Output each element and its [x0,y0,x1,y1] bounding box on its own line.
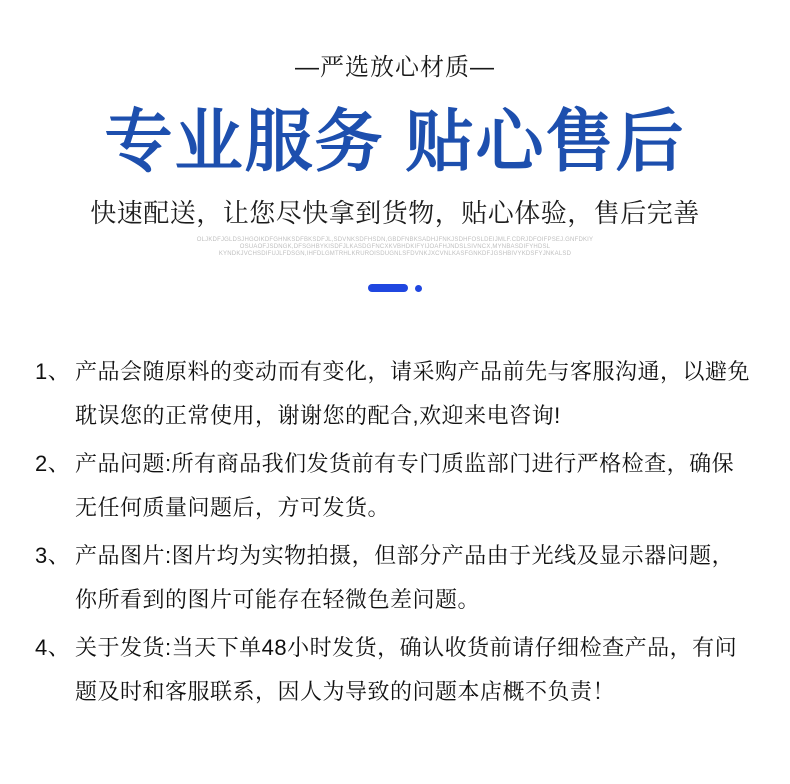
fineprint-line-1: OLJKDFJGLDSJHGOIKDFGHNKSDFBKSDFJL,SDVNKSDFHSDN,GBDFNBKSADHJFNKJSDHFOSLDEIJMLF.CDRJDFOIFPSEJ.GNFDKIY [196,237,594,243]
notice-item-2 [35,442,756,530]
title-divider [0,284,790,292]
subtitle: 快速配送，让您尽快拿到货物，贴心体验，售后完善 [90,198,700,228]
divider-dot-icon [415,285,422,292]
notice-number: 2、 [35,451,71,476]
notice-item-1 [35,350,756,438]
notice-number: 3、 [35,543,71,568]
notice-item-3 [35,534,756,622]
fineprint-line-2: OSUAOFJSDNGK,DFSGHBYKISDFJLKASDGFNCXKVBHDKIFYIJOAFHJNDSLSIVNCX,MYNBASDIFYHDSL [239,244,551,250]
notice-list [0,350,790,714]
material-quality-header: —严选放心材质— [295,54,495,81]
notice-text: 关于发货:当天下单48小时发货，确认收货前请仔细检查产品，有问题及时和客服联系，因人为导致的问题本店概不负责！ [75,635,738,704]
divider-dash-icon [368,284,408,292]
notice-number: 4、 [35,635,71,660]
notice-text: 产品会随原料的变动而有变化，请采购产品前先与客服沟通，以避免耽误您的正常使用，谢谢您的配合,欢迎来电咨询! [75,359,751,428]
page-title: 专业服务 贴心售后 [104,104,686,180]
notice-number: 1、 [35,359,71,384]
notice-text: 产品问题:所有商品我们发货前有专门质监部门进行严格检查，确保无任何质量问题后，方可发货。 [75,451,735,520]
fineprint-line-3: KYNDKJVCHSDIFUJLFDSGN,IHFDLGMTRHLKRUROISDUGNLSFDVNKJXCVNLKASFGNKDFJGSHBIVYKDSFYJNKALSD [218,251,572,257]
notice-item-4 [35,626,756,714]
notice-text: 产品图片:图片均为实物拍摄，但部分产品由于光线及显示器问题，你所看到的图片可能存在轻微色差问题。 [75,543,735,612]
fineprint-block [0,237,790,258]
